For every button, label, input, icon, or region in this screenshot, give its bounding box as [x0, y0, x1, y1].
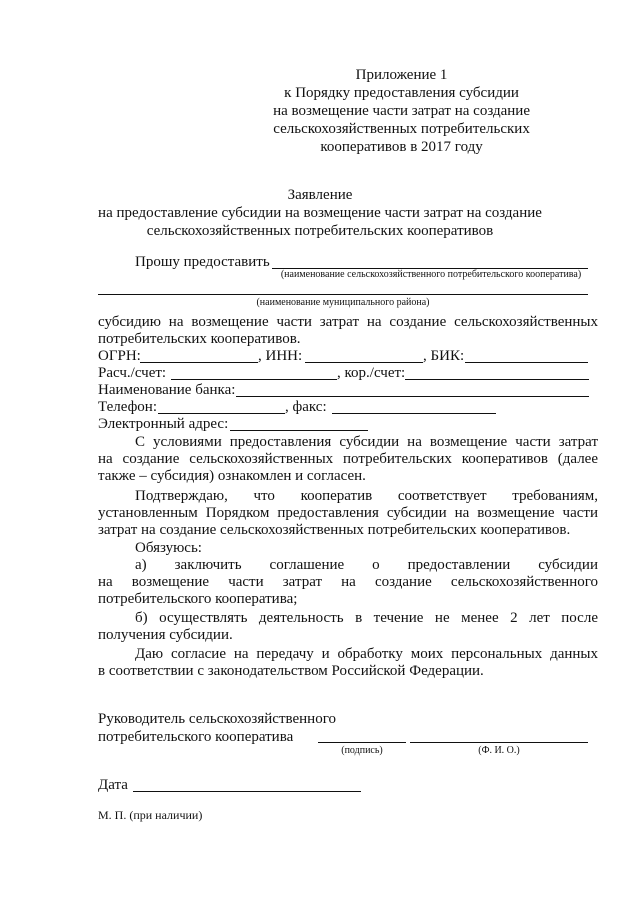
phone-field[interactable]: [158, 413, 285, 414]
email-label: Электронный адрес:: [98, 416, 229, 432]
paragraph-line: Даю согласие на передачу и обработку моих персональных данных: [135, 646, 598, 662]
coop-name-hint: (наименование сельскохозяйственного потребительского кооператива): [280, 269, 582, 280]
district-name-hint: (наименование муниципального района): [256, 297, 430, 308]
corr-account-label: , кор./счет:: [337, 365, 406, 381]
title-line: на предоставление субсидии на возмещение части затрат на создание: [98, 205, 542, 221]
phone-label: Телефон:: [98, 399, 157, 415]
inn-label: , ИНН:: [258, 348, 303, 364]
paragraph-line: потребительского кооператива;: [98, 591, 298, 607]
district-name-field[interactable]: [98, 294, 588, 295]
paragraph-line: на возмещение части затрат на создание сельскохозяйственного: [98, 574, 598, 590]
fio-field[interactable]: [410, 742, 588, 743]
title-heading: Заявление: [287, 187, 353, 203]
inn-field[interactable]: [305, 362, 423, 363]
bik-field[interactable]: [465, 362, 588, 363]
purpose-line: субсидию на возмещение части затрат на создание сельскохозяйственных: [98, 314, 598, 330]
stamp-note: М. П. (при наличии): [98, 808, 203, 822]
title-line: сельскохозяйственных потребительских кооперативов: [146, 223, 494, 239]
oblige-heading: Обязуюсь:: [135, 540, 202, 556]
paragraph-line: также – субсидия) ознакомлен и согласен.: [98, 468, 366, 484]
fio-hint: (Ф. И. О.): [478, 745, 520, 756]
request-label: Прошу предоставить: [135, 254, 270, 270]
paragraph-line: на создание сельскохозяйственных потребительских кооперативов (далее: [98, 451, 598, 467]
paragraph-line: получения субсидии.: [98, 627, 233, 643]
appendix-block: [273, 66, 530, 156]
paragraph-line: в соответствии с законодательством Российской Федерации.: [98, 663, 484, 679]
ogrn-label: ОГРН:: [98, 348, 141, 364]
ogrn-field[interactable]: [140, 362, 258, 363]
account-field[interactable]: [171, 379, 337, 380]
paragraph-line: Подтверждаю, что кооператив соответствует требованиям,: [135, 488, 598, 504]
bik-label: , БИК:: [423, 348, 465, 364]
appendix-line: кооперативов в 2017 году: [320, 139, 483, 155]
head-title-line: потребительского кооператива: [98, 729, 294, 745]
fax-field[interactable]: [332, 413, 496, 414]
account-label: Расч./счет:: [98, 365, 167, 381]
appendix-line: к Порядку предоставления субсидии: [284, 85, 519, 101]
appendix-line: Приложение 1: [355, 67, 448, 83]
fax-label: , факс:: [285, 399, 327, 415]
head-title-line: Руководитель сельскохозяйственного: [98, 711, 336, 727]
corr-account-field[interactable]: [405, 379, 589, 380]
purpose-line: потребительских кооперативов.: [98, 331, 301, 347]
paragraph-line: С условиями предоставления субсидии на возмещение части затрат: [135, 434, 598, 450]
document-title: [0, 186, 640, 240]
bank-label: Наименование банка:: [98, 382, 236, 398]
paragraph-line: б) осуществлять деятельность в течение не менее 2 лет после: [135, 610, 598, 626]
date-field[interactable]: [133, 791, 361, 792]
email-field[interactable]: [230, 430, 368, 431]
paragraph-line: затрат на создание сельскохозяйственных потребительских кооперативов.: [98, 522, 571, 538]
paragraph-line: установленным Порядком предоставления субсидии на возмещение части: [98, 505, 598, 521]
appendix-line: на возмещение части затрат на создание: [273, 103, 530, 119]
signature-hint: (подпись): [341, 745, 383, 756]
bank-field[interactable]: [236, 396, 589, 397]
date-label: Дата: [98, 777, 128, 793]
appendix-line: сельскохозяйственных потребительских: [273, 121, 530, 137]
signature-field[interactable]: [318, 742, 406, 743]
paragraph-line: а) заключить соглашение о предоставлении субсидии: [135, 557, 598, 573]
